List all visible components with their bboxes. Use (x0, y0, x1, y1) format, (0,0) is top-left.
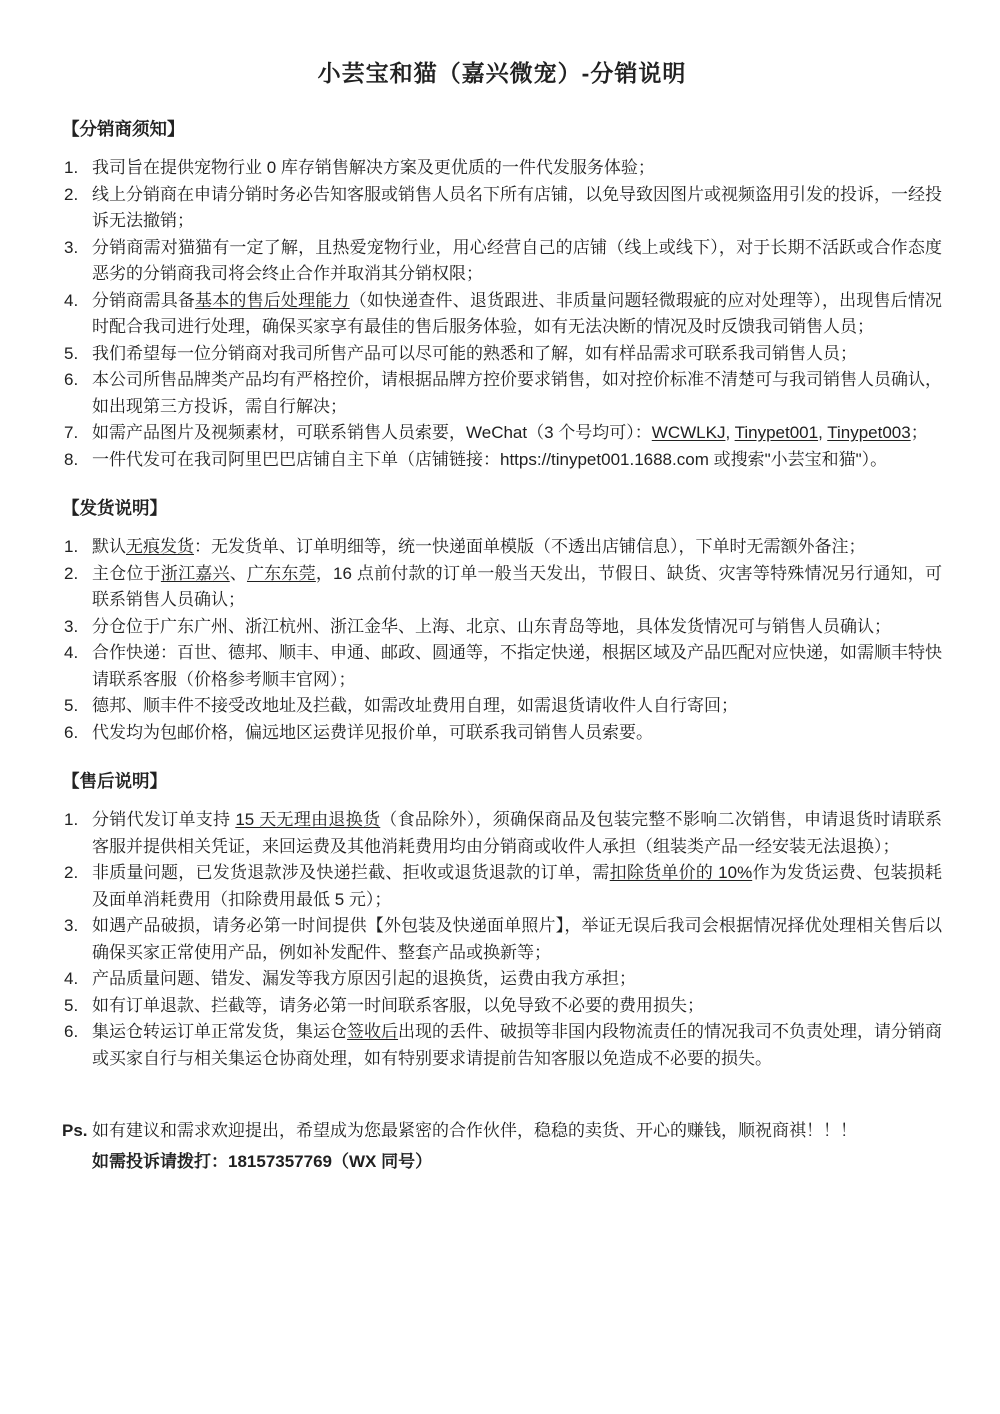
text-segment: 我司旨在提供宠物行业 0 库存销售解决方案及更优质的一件代发服务体验； (92, 158, 655, 177)
text-segment: 集运仓转运订单正常发货，集运仓 (92, 1022, 347, 1041)
list-item (62, 447, 942, 474)
text-segment: 本公司所售品牌类产品均有严格控价，请根据品牌方控价要求销售，如对控价标准不清楚可与我司销售人员确认，如出现第三方投诉，需自行解决； (92, 370, 942, 416)
wechat-id: WCWLKJ (651, 423, 726, 442)
list-item (62, 534, 942, 561)
text-segment: ； (910, 423, 928, 442)
text-segment: 我们希望每一位分销商对我司所售产品可以尽可能的熟悉和了解，如有样品需求可联系我司销售人员； (92, 343, 857, 363)
text-segment: 主仓位于 (92, 563, 161, 583)
text-segment: 如有订单退款、拦截等，请务必第一时间联系客服，以免导致不必要的费用损失； (92, 995, 704, 1015)
text-segment: 默认 (92, 537, 126, 556)
text-segment: 产品质量问题、错发、漏发等我方原因引起的退换货，运费由我方承担； (92, 969, 636, 988)
underlined-text: 广东东莞 (246, 563, 316, 583)
list-item (62, 155, 942, 182)
list-item (62, 913, 942, 966)
text-segment: 分销代发订单支持 (92, 810, 236, 829)
text-segment: （如快递查件、退货跟进、非质量问题轻微瑕疵的应对处理等），出现售后情况时配合我司进行处理，确保买家享有最佳的售后服务体验，如有无法决断的情况及时反馈我司销售人员； (92, 290, 943, 336)
ps-label: Ps. (62, 1121, 88, 1140)
text-segment: 分销商需具备 (92, 290, 196, 310)
list-item (62, 367, 942, 420)
distributor-notice-list (62, 155, 942, 473)
list-item (62, 860, 942, 913)
text-segment: 非质量问题，已发货退款涉及快递拦截、拒收或退货退款的订单，需 (92, 863, 610, 882)
wechat-id: Tinypet003 (827, 423, 911, 442)
text-segment: ，16 点前付款的订单一般当天发出，节假日、缺货、灾害等特殊情况另行通知，可联系销售人员确认； (92, 563, 943, 609)
underlined-text: 15 天无理由退换货 (235, 810, 381, 829)
text-segment: （食品除外），须确保商品及包装完整不影响二次销售，申请退货时请联系客服并提供相关凭证，来回运费及其他消耗费用均由分销商或收件人承担（组装类产品一经安装无法退换）； (92, 810, 943, 856)
text-segment: 作为发货运费、包装损耗及面单消耗费用（扣除费用最低 5 元）； (92, 863, 943, 909)
list-item (62, 341, 942, 368)
ps-note (62, 1118, 942, 1175)
text-segment: 合作快递：百世、德邦、顺丰、申通、邮政、圆通等，不指定快递，根据区域及产品匹配对应快递，如需顺丰特快请联系客服（价格参考顺丰官网）； (92, 643, 942, 689)
section-heading-aftersale: 【售后说明】 (62, 771, 167, 791)
text-segment: 代发均为包邮价格，偏远地区运费详见报价单，可联系我司销售人员索要。 (92, 722, 653, 742)
list-item (62, 420, 942, 447)
aftersale-list (62, 807, 942, 1072)
list-item (62, 182, 942, 235)
underlined-text: 签收后 (347, 1022, 398, 1041)
text-segment: 、 (229, 563, 247, 583)
list-item (62, 807, 942, 860)
text-segment: , (818, 423, 828, 442)
text-segment: 分销商需对猫猫有一定了解，且热爱宠物行业，用心经营自己的店铺（线上或线下），对于长期不活跃或合作态度恶劣的分销商我司将会终止合作并取消其分销权限； (92, 237, 942, 283)
text-segment: ：无发货单、订单明细等，统一快递面单模版（不透出店铺信息），下单时无需额外备注； (194, 537, 866, 556)
list-item (62, 288, 942, 341)
list-item (62, 693, 942, 720)
list-item (62, 966, 942, 993)
section-heading-shipping: 【发货说明】 (62, 498, 167, 518)
list-item (62, 640, 942, 693)
text-segment: 分仓位于广东广州、浙江杭州、浙江金华、上海、北京、山东青岛等地，具体发货情况可与销售人员确认； (92, 616, 891, 636)
list-item (62, 993, 942, 1020)
list-item (62, 720, 942, 747)
text-segment: 德邦、顺丰件不接受改地址及拦截，如需改址费用自理，如需退货请收件人自行寄回； (92, 696, 738, 715)
text-segment: 出现的丢件、破损等非国内段物流责任的情况我司不负责处理，请分销商或买家自行与相关集运仓协商处理，如有特别要求请提前告知客服以免造成不必要的损失。 (92, 1022, 942, 1068)
section-distributor-notice (62, 116, 942, 473)
list-item (62, 235, 942, 288)
shipping-list (62, 534, 942, 746)
underlined-text: 浙江嘉兴 (160, 563, 230, 583)
complaint-phone-line: 如需投诉请拨打：18157357769（WX 同号） (92, 1151, 433, 1171)
list-item (62, 561, 942, 614)
page-title: 小芸宝和猫（嘉兴微宠）-分销说明 (317, 60, 687, 86)
section-heading-distributor-notice: 【分销商须知】 (62, 119, 185, 139)
list-item (62, 1019, 942, 1072)
text-segment: 如需产品图片及视频素材，可联系销售人员索要，WeChat（3 个号均可）： (92, 423, 652, 442)
underlined-text: 基本的售后处理能力 (195, 290, 350, 310)
wechat-id: Tinypet001 (734, 423, 819, 442)
section-aftersale-notes (62, 768, 942, 1072)
underlined-text: 扣除货单价的 10% (609, 863, 753, 882)
section-shipping-notes (62, 495, 942, 746)
list-item (62, 614, 942, 641)
text-segment: 一件代发可在我司阿里巴巴店铺自主下单（店铺链接：https://tinypet001.1688.com 或搜索"小芸宝和猫"）。 (92, 449, 888, 469)
text-segment: 如遇产品破损，请务必第一时间提供【外包装及快递面单照片】，举证无误后我司会根据情况择优处理相关售后以确保买家正常使用产品，例如补发配件、整套产品或换新等； (92, 916, 942, 962)
ps-suggestion-line: 如有建议和需求欢迎提出，希望成为您最紧密的合作伙伴，稳稳的卖货、开心的赚钱，顺祝商祺！！！ (92, 1121, 857, 1140)
text-segment: 线上分销商在申请分销时务必告知客服或销售人员名下所有店铺，以免导致因图片或视频盗用引发的投诉，一经投诉无法撤销； (92, 184, 942, 230)
underlined-text: 无痕发货 (126, 537, 194, 556)
text-segment: , (725, 423, 735, 442)
